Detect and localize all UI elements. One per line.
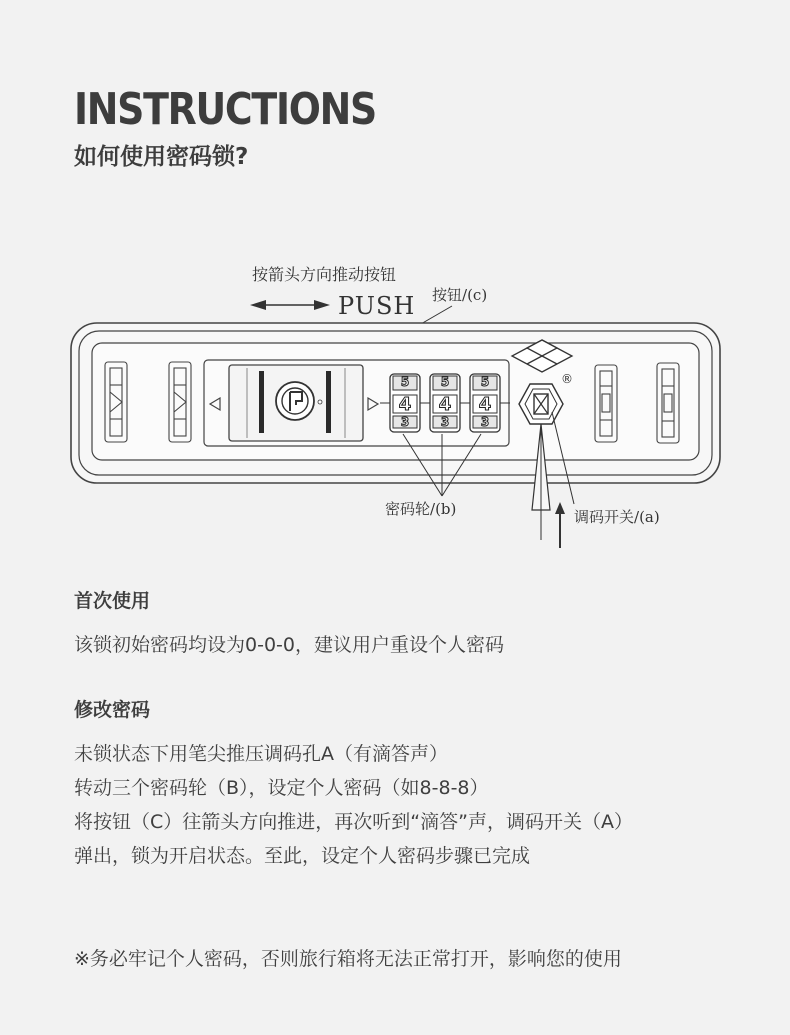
first-use-section bbox=[74, 588, 764, 662]
wheel-digit: 5 bbox=[440, 375, 450, 389]
wheel-digit: 3 bbox=[480, 415, 490, 429]
first-use-line: 该锁初始密码均设为0-0-0，建议用户重设个人密码 bbox=[74, 634, 504, 656]
wheel-digit: 4 bbox=[438, 394, 452, 415]
lock-diagram bbox=[0, 250, 790, 550]
code-wheel-3[interactable] bbox=[470, 374, 500, 432]
push-hint-text: 按箭头方向推动按钮 bbox=[252, 265, 397, 284]
first-use-heading: 首次使用 bbox=[74, 590, 151, 612]
wheel-digit: 3 bbox=[400, 415, 410, 429]
warning-note: ※务必牢记个人密码，否则旅行箱将无法正常打开，影响您的使用 bbox=[74, 948, 622, 970]
code-wheel-1[interactable] bbox=[390, 374, 420, 432]
change-code-line: 转动三个密码轮（B），设定个人密码（如8-8-8） bbox=[74, 777, 489, 799]
change-code-section bbox=[74, 697, 764, 873]
wheel-digit: 4 bbox=[478, 394, 492, 415]
change-code-line: 未锁状态下用笔尖推压调码孔A（有滴答声） bbox=[74, 743, 448, 765]
up-arrow-icon bbox=[555, 502, 565, 548]
switch-label: 调码开关/(a) bbox=[574, 508, 660, 526]
page-subtitle: 如何使用密码锁? bbox=[74, 144, 249, 170]
change-code-line: 将按钮（C）往箭头方向推进，再次听到“滴答”声，调码开关（A） bbox=[74, 811, 633, 833]
push-arrow-icon bbox=[250, 300, 330, 310]
wheel-digit: 4 bbox=[398, 394, 412, 415]
push-label: PUSH bbox=[338, 292, 416, 320]
wheels-label: 密码轮/(b) bbox=[385, 500, 457, 518]
page-title: INSTRUCTIONS bbox=[74, 84, 376, 135]
wheel-digit: 5 bbox=[400, 375, 410, 389]
code-wheel-2[interactable] bbox=[430, 374, 460, 432]
button-label: 按钮/(c) bbox=[432, 286, 488, 304]
change-code-line: 弹出，锁为开启状态。至此，设定个人密码步骤已完成 bbox=[74, 845, 531, 867]
change-code-heading: 修改密码 bbox=[74, 699, 151, 721]
wheel-digit: 3 bbox=[440, 415, 450, 429]
wheel-digit: 5 bbox=[480, 375, 490, 389]
registered-mark: ® bbox=[561, 372, 573, 386]
